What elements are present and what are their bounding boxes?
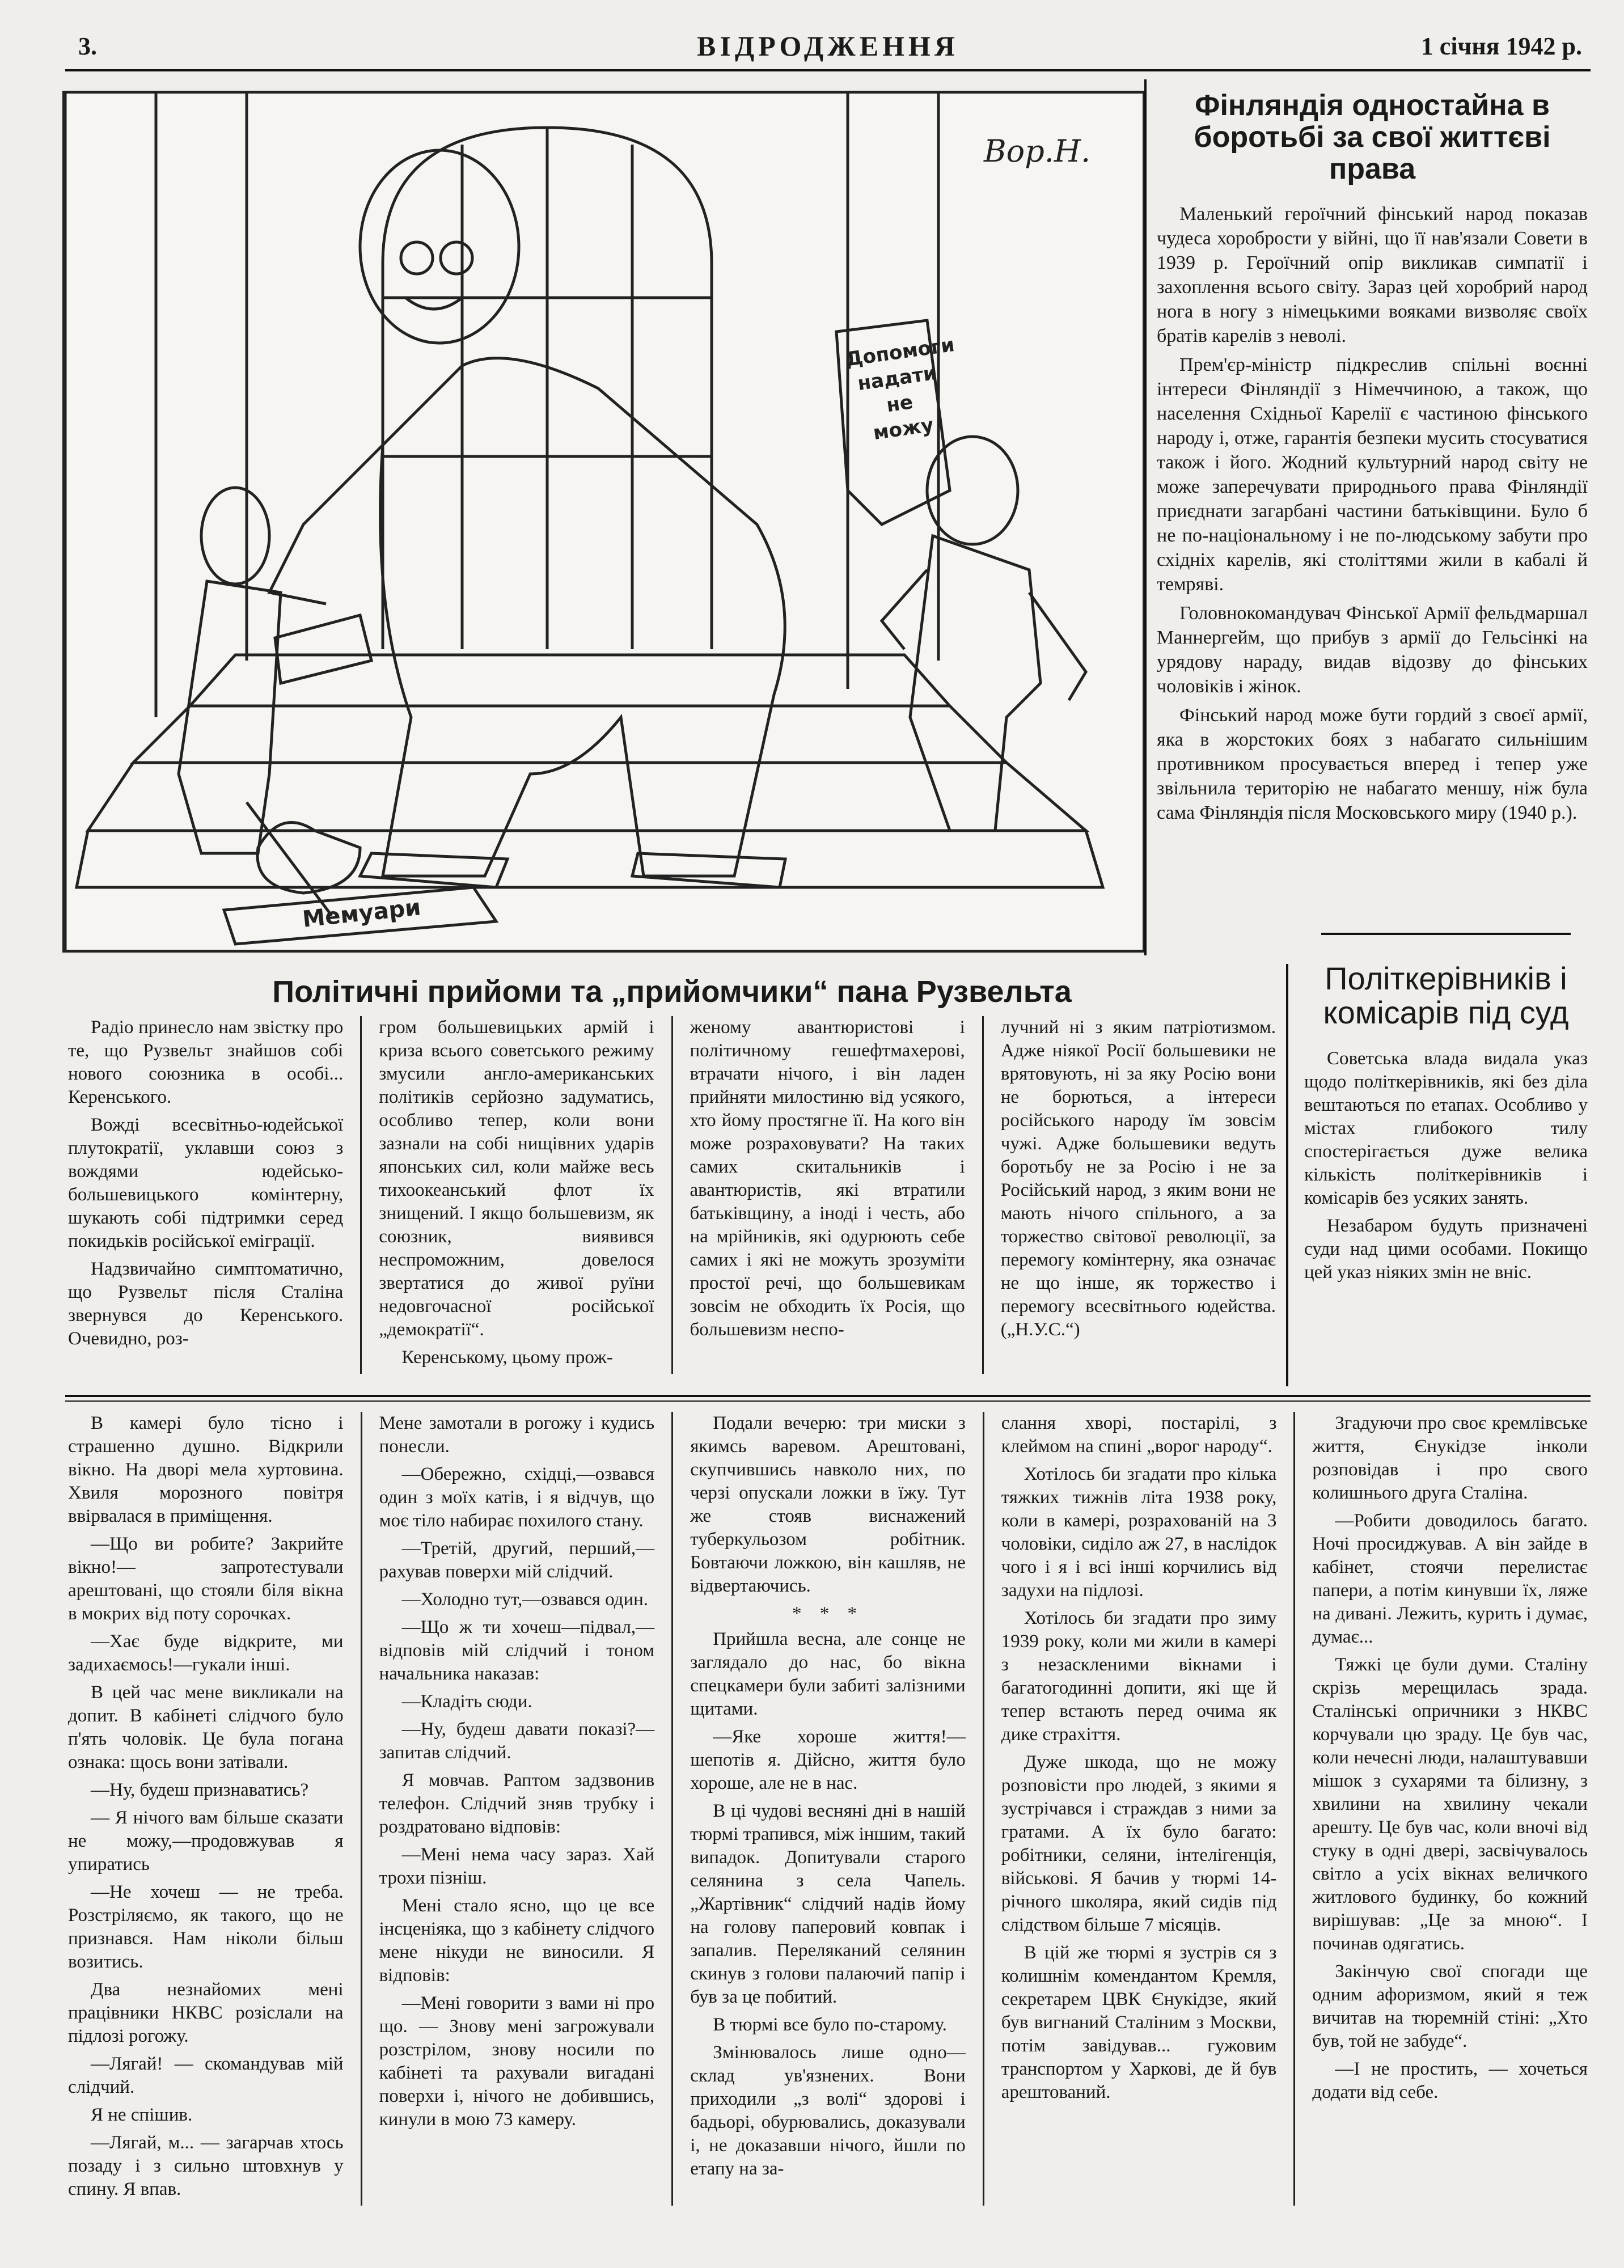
sign-line-2: надати — [856, 361, 938, 396]
cartoon-drawing — [65, 94, 1143, 950]
stairs-step-1 — [88, 763, 1086, 831]
paragraph: Згадуючи про своє кремлівське життя, Єнукідзе інколи розповідав і про свого колишнього друга Сталіна. — [1312, 1413, 1588, 1503]
paragraph: лучний ні з яким патріотизмом. Адже ніякої Росії большевики не врятовують, ні за яку Росію вони не борються, а інтереси російського народу їм зовсім чужі. Адже большевики ведуть боротьбу не за Росію і не за Російський народ, з яким вони не мають нічого спільного, а за торжество світової революції, за перемогу комінтерну, яка означає не що інше, як торжество і перемогу всесвітнього юдейства. („Н.У.С.“) — [1000, 1017, 1276, 1340]
column-divider — [1293, 1412, 1295, 2206]
paragraph: Вожді всесвітньо-юдейської плутократії, уклавши союз з вождями юдейсько-большевицького комінтерну, шукають собі підтримки серед покидьків російської еміграції. — [68, 1115, 344, 1252]
article-roosevelt — [68, 975, 1276, 1383]
paragraph: Прийшла весна, але сонце не заглядало до нас, бо вікна спецкамери були забиті залізними щитами. — [690, 1629, 966, 1719]
column-divider — [671, 1016, 673, 1374]
section-separator: * * * — [792, 1603, 864, 1624]
text-column — [1001, 1016, 1276, 1374]
text-column — [690, 1016, 965, 1374]
bundle — [257, 822, 360, 893]
stairs-base — [77, 831, 1103, 887]
page-number: 3. — [78, 32, 97, 60]
text-column — [68, 1016, 343, 1374]
figure-shoe-right — [632, 853, 785, 887]
paragraph: Два незнайомих мені працівники НКВС розіслали на підлозі рогожу. — [68, 1979, 344, 2046]
paragraph: Незабаром будуть призначені суди над цими особами. Покищо цей указ ніяких змін не вніс. — [1304, 1215, 1588, 1283]
paragraph: —Ну, будеш давати показі?—запитав слідчий. — [379, 1719, 655, 1763]
paragraph: Змінювалось лише одно— склад ув'язнених. Вони приходили „з волі“ здорові і бадьорі, обурювались, доказували і, не доказавши нічого, йшли по етапу на за- — [690, 2042, 966, 2179]
article-roosevelt-columns — [68, 1016, 1276, 1374]
paragraph: —Хає буде відкрите, ми задихаємось!—гукали інші. — [68, 1631, 344, 1675]
short-rule — [1321, 933, 1571, 935]
paragraph: В тюрмі все було по-старому. — [713, 2015, 947, 2035]
paragraph: Я мовчав. Раптом задзвонив телефон. Слідчий зняв трубку і роздратовано відповів: — [379, 1770, 655, 1837]
paragraph: —Мені говорити з вами ні про що. — Знову мені загрожували розстрілом, знову носили по кабінеті та рахували вигадані поверхи і, нічого не добившись, кинули в мою 73 камеру. — [379, 1993, 655, 2130]
column-divider — [671, 1412, 673, 2206]
column-divider — [983, 1412, 984, 2206]
paragraph: Хотілось би згадати про кілька тяжких тижнів літа 1938 року, коли в камері, розрахованій на 3 чоловіки, сиділо аж 27, в наслідок чого і я і всі інші корчились від задухи на підлозі. — [1001, 1464, 1277, 1601]
paragraph: —Третій, другий, перший,—рахував поверхи мій слідчий. — [379, 1538, 655, 1582]
paragraph: —Не хочеш — не треба. Розстріляємо, як такого, що не признався. Нам ніколи більш возитись. — [68, 1882, 344, 1972]
stairs-step-3 — [190, 655, 950, 706]
paragraph: Керенському, цьому прож- — [401, 1347, 613, 1368]
paragraph: женому авантюристові і політичному гешефтмахерові, втрачати нічого, і він ладен прийняти милостиню від усякого, хто йому простягне її. На кого він може розраховувати? На таких самих скитальників і авантюристів, які втратили батьківщину, а іноді і честь, або на мрійників, які одурюють себе самих і які не можуть зрозуміти простої речі, що большевикам зовсім не обходить їх Росія, що большевизм неспо- — [690, 1017, 965, 1340]
paragraph: —Холодно тут,—озвався один. — [401, 1589, 649, 1610]
political-cartoon — [62, 91, 1145, 953]
paragraph: Мені стало ясно, що це все інсценіяка, що з кабінету слідчого мене нікуди не виносили. Я відповів: — [379, 1895, 655, 1986]
article-finland — [1157, 85, 1588, 953]
text-column — [690, 1412, 966, 2206]
paragraph: —Обережно, східці,—озвався один з моїх катів, і я відчув, що моє тіло набирає похилого стану. — [379, 1464, 655, 1531]
right-figure-head — [927, 437, 1018, 544]
issue-date: 1 січня 1942 р. — [1420, 32, 1582, 60]
book-label: Мемуари — [301, 894, 422, 933]
paragraph: —Мені нема часу зараз. Хай трохи пізніш. — [379, 1844, 655, 1888]
sign-line-3: не — [885, 391, 915, 417]
paragraph: Советська влада видала указ щодо політкерівників, які без діла вештаються по етапах. Особливо у містах глибокого тилу спостерігається дуже велика кількість політкерівників і комісарів без усяких занять. — [1304, 1048, 1588, 1208]
paragraph: —Робити доводилось багато. Ночі просиджував. А він зайде в кабінет, стоячи перелистає папери, а потім кинувши їх, ляже на дивані. Лежить, курить і думає, думає... — [1312, 1510, 1588, 1647]
section-rule-bottom — [65, 1400, 1591, 1402]
column-divider — [360, 1016, 362, 1374]
column-divider — [982, 1016, 984, 1374]
paragraph: Головнокомандувач Фінської Армії фельдмаршал Маннергейм, що прибув з армії до Гельсінкі на урядову нараду, видав відозву до фінських чоловіків і жінок. — [1157, 603, 1588, 697]
article-roosevelt-title: Політичні прийоми та „прийомчики“ пана Рузвельта — [272, 975, 1072, 1009]
article-commissars-body — [1304, 1047, 1588, 1284]
text-column — [379, 1016, 654, 1374]
paragraph: Я не спішив. — [91, 2105, 193, 2125]
paragraph: —Що ви робите? Закрийте вікно!— запротестували арештовані, що стояли біля вікна в мокрих від поту сорочках. — [68, 1534, 344, 1624]
paragraph: Фінський народ може бути гордий з своєї армії, яка в жорстоких боях з набагато сильнішим противником просувається вперед і тепер уже звільнила територію не набагато меншу, ніж була сама Фінляндія після Московського миру (1940 р.). — [1157, 705, 1588, 824]
paragraph: Надзвичайно симптоматично, що Рузвельт після Сталіна звернувся до Керенського. Очевидно, роз- — [68, 1259, 344, 1349]
masthead — [68, 28, 1588, 68]
paragraph: Тяжкі це були думи. Сталіну скрізь мерещилась зрада. Сталінські опричники з НКВС корчували цю зраду. Це був час, коли нечесні люди, налаштувавши мішок з сухарями та білизну, з хвилини на хвилину чекали арешту. Це був час, коли вночі від стуку в одні двері, засвічувалось світло а усіх вікнах величкого житлового будинку, бо кожний вирішував: „Це за мною“. І починав одягатись. — [1312, 1655, 1588, 1954]
paragraph: —Що ж ти хочеш—підвал,—відповів мій слідчий і тоном начальника наказав: — [379, 1617, 655, 1684]
figure-shoe-left — [360, 853, 508, 887]
paragraph: —Лягай, м... — загарчав хтось позаду і з сильно штовхнув у спину. Я впав. — [68, 2132, 344, 2199]
stairs-step-2 — [133, 706, 1006, 763]
figure-body — [380, 358, 785, 876]
text-column — [68, 1412, 344, 2206]
paragraph: —Кладіть сюди. — [401, 1691, 532, 1712]
paragraph: Подали вечерю: три миски з якимсь варевом. Арештовані, скупчившись навколо них, по черзі опускали ложки в їжу. Тут же стояв виснажений туберкульозом робітник. Бовтаючи ложкою, він кашляв, не відвертаючись. — [690, 1413, 966, 1596]
paragraph: —Лягай! — скомандував мій слідчий. — [68, 2054, 344, 2097]
paragraph: —Яке хороше життя!— шепотів я. Дійсно, життя було хороше, але не в нас. — [690, 1727, 966, 1793]
newspaper-name: ВІДРОДЖЕННЯ — [697, 30, 959, 62]
article-commissars-title: Політкерівників і комісарів під суд — [1323, 960, 1569, 1031]
artist-signature: Вор.Н. — [984, 133, 1091, 169]
paragraph: Хотілось би згадати про зиму 1939 року, коли ми жили в камері з незаскленими вікнами і багатогодинні допити, які ще й тепер встають перед очима як дике страхіття. — [1001, 1608, 1277, 1745]
text-column — [1001, 1412, 1277, 2206]
article-memoir — [68, 1412, 1588, 2251]
article-finland-body — [1157, 202, 1588, 825]
text-column — [1312, 1412, 1588, 2206]
article-memoir-columns — [68, 1412, 1588, 2206]
section-rule-top — [65, 1395, 1591, 1397]
sign-line-1: Допомоги — [844, 333, 956, 371]
paragraph: Радіо принесло нам звістку про те, що Рузвельт знайшов собі нового союзника в особі... Керенського. — [68, 1017, 344, 1108]
text-column — [379, 1412, 655, 2206]
column-divider — [361, 1412, 362, 2206]
paragraph: Закінчую свої спогади ще одним афоризмом, який я теж вичитав на тюремній стіні: „Хто був, той не забуде“. — [1312, 1961, 1588, 2051]
paragraph: В камері було тісно і страшенно душно. Відкрили вікно. На дворі мела хуртовина. Хвиля морозного повітря ввірвалася в приміщення. — [68, 1413, 344, 1526]
paragraph: В ці чудові весняні дні в нашій тюрмі трапився, між іншим, такий випадок. Допитували старого селянина з села Чапель. „Жартівник“ слідчий надів йому на голову паперовий ковпак і запалив. Переляканий селянин скинув з голови палаючий папір і був за це побитий. — [690, 1801, 966, 2007]
cartoon-column-rule — [1144, 79, 1147, 955]
paragraph: —І не простить, — хочеться додати від себе. — [1312, 2059, 1588, 2102]
paragraph: — Я нічого вам більше сказати не можу,—продовжував я упиратись — [68, 1808, 344, 1875]
paragraph: Маленький героїчний фінський народ показав чудеса хоробрости у війні, що її нав'язали Совети в 1939 р. Героїчний опір викликав симпатії і захоплення всього світу. Зараз цей хоробрий народ нога в ногу з німецькими вояками визволяє своїх братів карелів з неволі. — [1157, 204, 1588, 347]
rolled-papers — [275, 615, 371, 683]
paragraph: слання хворі, постарілі, з клеймом на спині „ворог народу“. — [1001, 1413, 1277, 1457]
paragraph: —Ну, будеш признаватись? — [91, 1780, 309, 1800]
left-figure-head — [201, 488, 269, 584]
umbrella — [247, 802, 332, 916]
paragraph: Прем'єр-міністр підкреслив спільні воєнні інтереси Фінляндії з Німеччиною, а також, що населення Східньої Карелії є частиною фінського народу і, отже, гарантія безпеки мусить стосуватися також і його. Жодний культурний народ світу не може заперечувати природнього права Фінляндії приєднати загарбані частини батьківщини. Було б не по-національному і не по-людському забути про східніх карелів, які століттями жили в кабалі й темряві. — [1157, 354, 1588, 595]
paragraph: Дуже шкода, що не можу розповісти про людей, з якими я зустрічався і страждав з ними за гратами. А їх було багато: робітники, селяни, інтелігенція, військові. Я бачив у тюрмі 14-річного школяра, який сидів під слідством більше 7 місяців. — [1001, 1752, 1277, 1935]
paragraph: В цей час мене викликали на допит. В кабінеті слідчого було п'ять чоловік. Це була погана ознака: щось вони затівали. — [68, 1682, 344, 1772]
header-rule — [65, 69, 1591, 71]
article-finland-title: Фінляндія одностайна в боротьбі за свої життєві права — [1194, 89, 1551, 186]
figure-arm — [269, 445, 383, 604]
paragraph: В цій же тюрмі я зустрів ся з колишнім комендантом Кремля, секретарем ЦВК Єнукідзе, який був вигнаний Сталіним з Москви, потім завідував... гужовим транспортом у Харкові, де й був арештований. — [1001, 1943, 1277, 2102]
paragraph: гром большевицьких армій і криза всього советського режиму змусили англо-американських політиків серйозно задуматись, особливо тепер, коли вони зазнали на собі нищівних ударів японських сил, коли майже весь тихоокеанський флот їх знищений. І якщо большевизм, як союзник, виявився неспроможним, довелося звертатися до живої руїни недовгочасної російської „демократії“. — [379, 1017, 654, 1340]
sign-line-4: можу — [872, 413, 936, 445]
paragraph: Мене замотали в рогожу і кудись понесли. — [379, 1413, 655, 1457]
commissars-column-rule — [1286, 964, 1288, 1386]
article-commissars — [1304, 958, 1588, 1383]
left-figure-body — [179, 581, 281, 853]
